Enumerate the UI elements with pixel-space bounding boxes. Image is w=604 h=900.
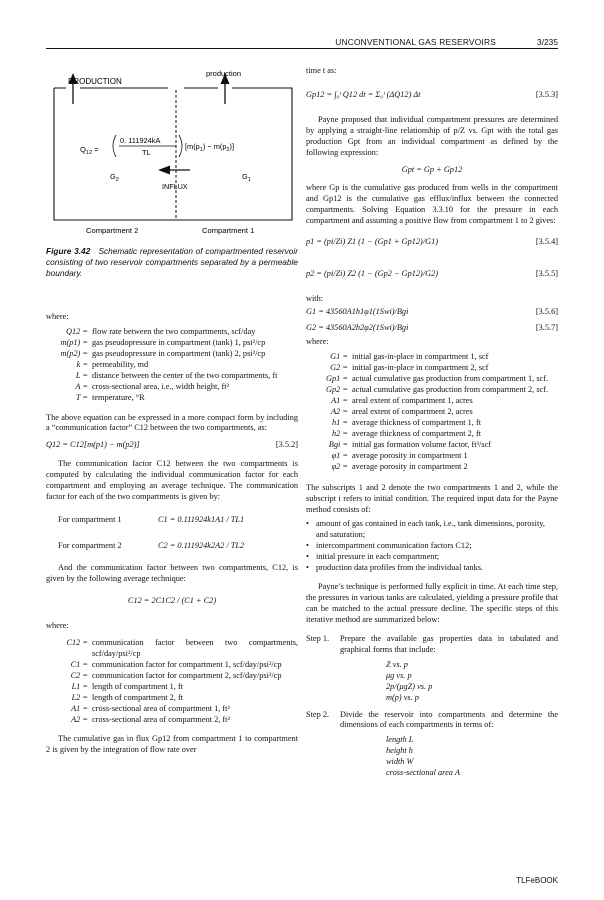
label-production-right: production — [206, 69, 242, 78]
definition-item: G1 = initial gas-in-place in compartment 1, scf — [330, 352, 489, 362]
list-item: • initial pressure in each compartment; — [306, 552, 558, 563]
equation-3-5-3: Gp12 = ∫₀ᵗ Q12 dt = Σ₀ᵗ (ΔQ12) Δt [3.5.3] — [306, 89, 558, 99]
equation-3-5-6: G1 = 43560A1h1φ1(1Swi)/Bgi [3.5.6] — [306, 307, 558, 317]
paragraph-cumulative-influx: The cumulative gas in flux Gp12 from compartment 1 to compartment 2 is given by the integration of flow rate over — [46, 734, 298, 755]
equation-number: [3.5.6] — [535, 307, 558, 317]
definition-item: k = permeability, md — [76, 359, 149, 369]
list-item: • production data profiles from the individual tanks. — [306, 563, 558, 574]
paragraph-payne-proposal: Payne proposed that individual compartment pressures are determined by applying a straight-line relationship of p/Z vs. Gpt with the total gas production Gpt from an individual compartment as defined by the following expression: — [306, 114, 558, 157]
paragraph-payne-technique: Payne’s technique is performed fully explicit in time. At each time step, the pressures in various tanks are calculated, yielding a pressure profile that can be matched to the actual pressure decline. The specific steps of this iterative method are summarized below: — [306, 582, 558, 624]
equation-number: [3.5.5] — [535, 269, 558, 279]
figure-caption — [46, 246, 298, 278]
figure-caption-text: Schematic representation of compartmented reservoir consisting of two reservoir compartments separated by a permeable boundary. — [46, 246, 298, 278]
where-label-right: where: — [306, 337, 329, 347]
list-item: • amount of gas contained in each tank, i.e., tank dimensions, porosity, and saturation; — [306, 519, 558, 541]
figure-reservoir-schematic — [46, 62, 300, 238]
list-item: height h — [386, 746, 413, 756]
svg-text:[m(p1) − m(p2)]: $[m(p_1) - m(p_2)]$ — [185, 142, 235, 153]
step-2-items — [306, 735, 558, 779]
definition-item: A1 = areal extent of compartment 1, acres — [331, 396, 473, 406]
definition-item: C2 = communication factor for compartment 2, scf/day/psi²/cp — [70, 670, 282, 680]
definition-item: A1 = cross-sectional area of compartment 1, ft² — [71, 703, 230, 713]
definition-item: Bgi = initial gas formation volume factor, ft³/scf — [328, 439, 492, 449]
equation-number: [3.5.2] — [275, 440, 298, 450]
where-label-1: where: — [46, 312, 69, 321]
definition-list-1 — [46, 327, 298, 404]
list-item: 2p/(μgZ) vs. p — [386, 681, 433, 691]
paragraph-communication-factor: The communication factor C12 between the two compartments is computed by calculating the individual communication factor for each compartment and employing an average technique. The communication factor for each of the two compartments is given by: — [46, 459, 298, 502]
equation-number: [3.5.4] — [535, 237, 558, 247]
time-as-label: time t as: — [306, 66, 337, 75]
definition-item: m(p1) = gas pseudopressure in compartment (tank) 1, psi²/cp — [60, 337, 266, 347]
equation-c2: For compartment 2 C2 = 0.111924k2A2 / TL2 — [58, 541, 245, 551]
definition-list-right — [306, 352, 558, 472]
equation-3-5-4: p1 = (pi/Zi) Z1 (1 − (Gp1 + Gp12)/G1) [3.5.4] — [306, 237, 558, 247]
header-page-number: 3/235 — [537, 37, 558, 47]
label-production-left: PRODUCTION — [68, 77, 122, 86]
definition-item: L = distance between the center of the two compartments, ft — [75, 370, 278, 380]
equation-number: [3.5.3] — [535, 89, 558, 99]
equation-3-5-2: Q12 = C12[m(p1) − m(p2)] [3.5.2] — [46, 440, 298, 450]
definition-item: h2 = average thickness of compartment 2, ft — [332, 428, 482, 438]
list-item: • intercompartment communication factors C12; — [306, 541, 558, 552]
paragraph-compact-form: The above equation can be expressed in a more compact form by including a “communication factor” C12 between the two compartments, as: — [46, 412, 298, 433]
equation-number: [3.5.7] — [535, 323, 558, 333]
svg-text:0. 111924kA: 0. 111924kA — [120, 136, 161, 145]
right-column — [306, 66, 558, 779]
definition-item: T = temperature, °R — [75, 392, 145, 402]
equation-3-5-5: p2 = (pi/Zi) Z2 (1 − (Gp2 − Gp12)/G2) [3.5.5] — [306, 269, 558, 279]
definition-item: G2 = initial gas-in-place in compartment 2, scf — [330, 363, 489, 373]
header-title: UNCONVENTIONAL GAS RESERVOIRS — [335, 37, 496, 47]
equation-gpt: Gpt = Gp + Gp12 — [401, 164, 463, 174]
label-g2: $G_2$ — [110, 172, 119, 183]
equation-3-5-7: G2 = 43560A2h2φ2(1Swi)/Bgi [3.5.7] — [306, 323, 558, 333]
figure-formula-q12: $Q_{12}$ = — [80, 145, 99, 156]
definition-item: A2 = areal extent of compartment 2, acres — [331, 407, 473, 416]
left-column — [46, 312, 298, 756]
label-g1: $G_1$ — [242, 172, 251, 183]
definition-item: m(p2) = gas pseudopressure in compartment (tank) 2, psi²/cp — [60, 348, 266, 358]
list-item: length L — [386, 735, 414, 745]
input-data-list — [306, 519, 558, 574]
definition-item: h1 = average thickness of compartment 1, ft — [332, 417, 482, 427]
paragraph-average-technique: And the communication factor between two compartments, C12, is given by the following average technique: — [46, 563, 298, 584]
definition-item: C12 = communication factor between two compartments, scf/day/psi²/cp — [66, 637, 298, 658]
list-item: μg vs. p — [386, 670, 412, 680]
definition-item: Gp2 = actual cumulative gas production from compartment 2, scf. — [326, 385, 549, 395]
paragraph-gp-definition: where Gp is the cumulative gas produced from wells in the compartment and Gp12 is the cumulative gas efflux/influx between the connected compartments. Solving Equation 3.3.10 for the pressure in each compartment and assuming a positive flow from compartment 1 to 2 gives: — [306, 182, 558, 225]
list-item: m(p) vs. p — [386, 692, 419, 702]
svg-text:TL: TL — [142, 148, 151, 157]
definition-item: A2 = cross-sectional area of compartment 2, ft² — [71, 714, 230, 724]
list-item: cross-sectional area A — [386, 768, 460, 778]
step-2: Step 2. Divide the reservoir into compartments and determine the dimensions of each compartments in terms of: — [306, 709, 558, 730]
definition-item: Q12 = flow rate between the two compartments, scf/day — [66, 326, 256, 336]
definition-item: L2 = length of compartment 2, ft — [71, 692, 184, 702]
paragraph-subscripts: The subscripts 1 and 2 denote the two compartments 1 and 2, while the subscript i refers to initial condition. The required input data for the Payne method consists of: — [306, 482, 558, 514]
label-influx: INFLUX — [162, 182, 188, 191]
figure-caption-label: Figure 3.42 — [46, 246, 91, 256]
definition-item: L1 = length of compartment 1, ft — [71, 681, 184, 691]
list-item: Z vs. p — [386, 659, 408, 669]
equation-c1: For compartment 1 C1 = 0.111924k1A1 / TL1 — [58, 515, 245, 525]
definition-item: φ2 = average porosity in compartment 2 — [331, 461, 468, 471]
list-item: width W — [386, 757, 414, 767]
label-compartment-2: Compartment 2 — [86, 226, 139, 235]
footer-watermark: TLFeBOOK — [516, 876, 558, 885]
definition-item: Gp1 = actual cumulative gas production from compartment 1, scf. — [326, 374, 549, 384]
influx-arrow — [158, 166, 170, 175]
with-label: with: — [306, 294, 324, 304]
definition-item: A = cross-sectional area, i.e., width height, ft² — [75, 381, 230, 391]
label-compartment-1: Compartment 1 — [202, 226, 255, 235]
definition-item: C1 = communication factor for compartment 1, scf/day/psi²/cp — [70, 659, 282, 669]
definition-list-2 — [46, 638, 298, 726]
equation-c12: C12 = 2C1C2 / (C1 + C2) — [127, 596, 217, 605]
running-header — [46, 37, 558, 49]
step-1-items — [306, 660, 558, 704]
step-1: Step 1. Prepare the available gas properties data in tabulated and graphical forms that include: — [306, 633, 558, 654]
where-label-2: where: — [46, 621, 69, 630]
definition-item: φ1 = average porosity in compartment 1 — [331, 450, 468, 460]
